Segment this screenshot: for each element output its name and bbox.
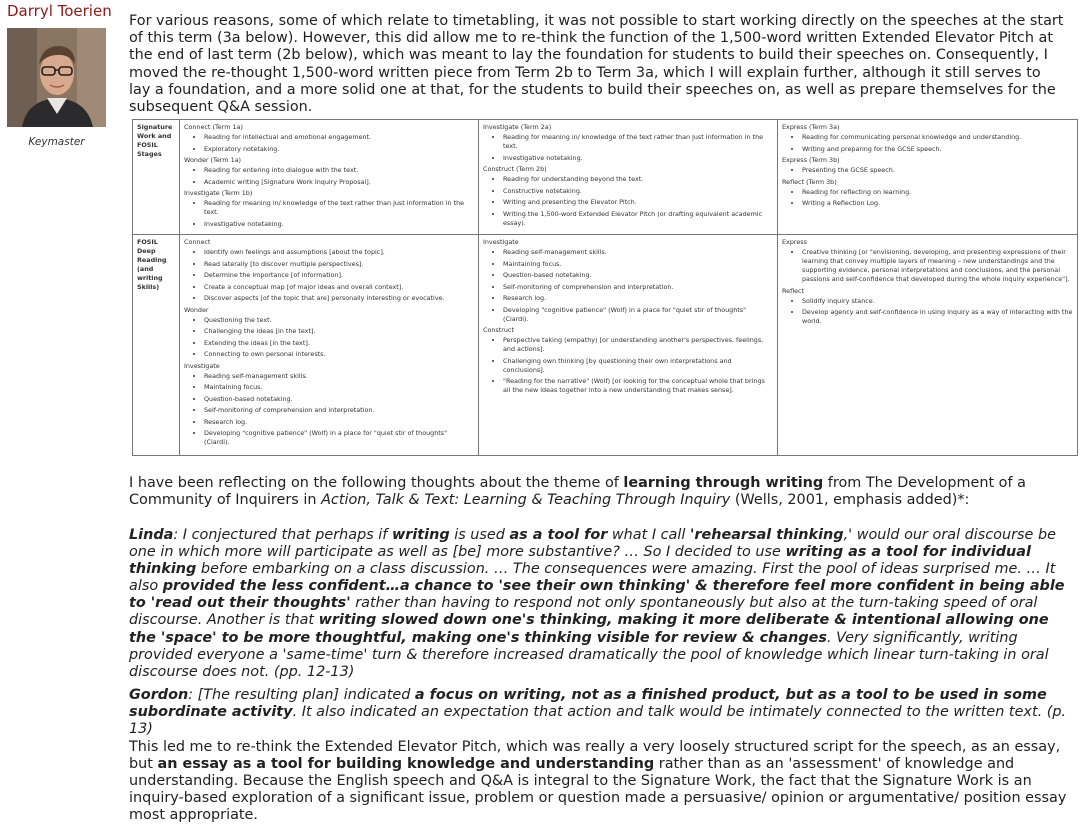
- list-item: • Solidify inquiry stance.: [802, 297, 1073, 306]
- list-item: • Writing and preparing for the GCSE speech.: [802, 145, 1073, 154]
- intro-paragraph: For various reasons, some of which relate to timetabling, it was not possible to start working directly on the speeches at the start of this term (3a below). However, this did allow me to re-think the function of the 1,500-word written Extended Elevator Pitch at the end of last term (2b below), which was meant to lay the foundation for students to build their speeches on. Consequently, I moved the re-thought 1,500-word written piece from Term 2b to Term 3a, which I will explain further, although it still serves to lay a foundation, and a more solid one at that, for the students to build their speeches on, as well as prepare themselves for the subsequent Q&A session.: [129, 13, 1064, 116]
- section-title: Express (Term 3a): [782, 123, 840, 131]
- section-title: Reflect: [782, 286, 805, 295]
- table-cell: [778, 235, 1078, 456]
- closing-paragraph: This led me to re-think the Extended Elevator Pitch, which was really a very loosely structured script for the speech, as an essay, but an essay as a tool for building knowledge and understanding rather than as an 'assessment' of knowledge and understanding. Because the English speech and Q&A is integral to the Signature Work, the fact that the Signature Work is an inquiry-based exploration of a significant issue, problem or question made a persuasive/ opinion or argumentative/ position essay most appropriate.: [129, 739, 1067, 824]
- post-body: [129, 13, 1064, 116]
- list-item: • Developing "cognitive patience" (Wolf) in a place for "quiet stir of thoughts" (Ciardi).: [204, 429, 474, 447]
- speaker-name: Gordon: [129, 687, 189, 703]
- list-item: • "Reading for the narrative" (Wolf) [or looking for the conceptual whole that brings all the new ideas together into a new understanding that makes sense].: [503, 377, 773, 395]
- table-cell: [180, 235, 479, 456]
- stages-table: [132, 119, 1077, 456]
- author-name[interactable]: Darryl Toerien: [7, 2, 112, 20]
- list-item: • Writing and presenting the Elevator Pitch.: [503, 198, 773, 207]
- gordon-quote: Gordon: [The resulting plan] indicated a focus on writing, not as a finished product, but as a tool to be used in some subordinate activity. It also indicated an expectation that action and talk would be intimately connected to the written text. (p. 13): [129, 687, 1067, 738]
- list-item: • Perspective taking (empathy) [or understanding another's perspectives, feelings, and actions].: [503, 336, 773, 354]
- table-row: [133, 235, 1078, 456]
- list-item: • Investigative notetaking.: [503, 154, 773, 163]
- list-item: • Create a conceptual map [of major ideas and overall context].: [204, 283, 474, 292]
- list-item: • Writing a Reflection Log.: [802, 199, 1073, 208]
- list-item: • Develop agency and self-confidence in using inquiry as a way of interacting with the world.: [802, 308, 1073, 326]
- linda-quote: Linda: I conjectured that perhaps if writing is used as a tool for what I call 'rehearsal thinking,' would our oral discourse be one in which more will participate as well as [be] more substantive? … So I decided to use writing as a tool for individual thinking before embarking on a class discussion. … The consequences were amazing. First the pool of ideas surprised me. … It also provided the less confident…a chance to 'see their own thinking' & therefore feel more confident in being able to 'read out their thoughts' rather than having to respond not only spontaneously but also at the turn-taking speed of oral discourse. Another is that writing slowed down one's thinking, making it more deliberate & intentional allowing one the 'space' to be more thoughtful, making one's thinking visible for review & changes. Very significantly, writing provided everyone a 'same-time' turn & therefore increased dramatically the pool of knowledge which linear turn-taking in oral discourse does not. (pp. 12-13): [129, 527, 1065, 680]
- list-item: • Determine the importance [of information].: [204, 271, 474, 280]
- section-title: Investigate: [483, 238, 519, 246]
- table-cell: [180, 120, 479, 235]
- section-title: Investigate (Term 2a): [483, 123, 552, 131]
- list-item: • Investigative notetaking.: [204, 220, 474, 229]
- list-item: • Reading for communicating personal knowledge and understanding.: [802, 133, 1073, 142]
- list-item: • Reading for understanding beyond the text.: [503, 175, 773, 184]
- list-item: • Reading self-management skills.: [503, 248, 773, 257]
- section-title: Connect: [184, 238, 211, 246]
- list-item: • Research log.: [503, 294, 773, 303]
- section-title: Express (Term 3b): [782, 156, 840, 164]
- list-item: • Reading for reflecting on learning.: [802, 188, 1073, 197]
- section-title: Wonder (Term 1a): [184, 156, 242, 164]
- list-item: • Identify own feelings and assumptions [about the topic].: [204, 248, 474, 257]
- avatar: [7, 28, 106, 127]
- section-title: Connect (Term 1a): [184, 123, 243, 131]
- list-item: • Question-based notetaking.: [503, 271, 773, 280]
- table-cell: [479, 235, 778, 456]
- list-item: • Reading for intellectual and emotional engagement.: [204, 133, 474, 142]
- list-item: • Presenting the GCSE speech.: [802, 166, 1073, 175]
- list-item: • Question-based notetaking.: [204, 395, 474, 404]
- list-item: • Challenging the ideas [in the text].: [204, 327, 474, 336]
- list-item: • Read laterally [to discover multiple perspectives].: [204, 260, 474, 269]
- table-cell: [778, 120, 1078, 235]
- list-item: • Reading for meaning in/ knowledge of the text rather than just information in the text.: [204, 199, 474, 217]
- list-item: • Questioning the text.: [204, 316, 474, 325]
- list-item: • Self-monitoring of comprehension and interpretation.: [503, 283, 773, 292]
- list-item: • Maintaining focus.: [204, 383, 474, 392]
- section-title: Investigate (Term 1b): [184, 189, 253, 197]
- section-title: Express: [782, 238, 807, 246]
- list-item: • Reading for meaning in/ knowledge of the text rather than just information in the text.: [503, 133, 773, 151]
- list-item: • Writing the 1,500-word Extended Elevator Pitch (or drafting equivalent academic essay).: [503, 210, 773, 228]
- list-item: • Maintaining focus.: [503, 260, 773, 269]
- section-title: Wonder: [184, 305, 209, 314]
- list-item: • Challenging own thinking [by questioning their own interpretations and conclusions].: [503, 357, 773, 375]
- list-item: • Self-monitoring of comprehension and interpretation.: [204, 406, 474, 415]
- avatar-photo: [7, 28, 106, 127]
- reflecting-paragraph: I have been reflecting on the following thoughts about the theme of learning through writing from The Development of a Community of Inquirers in Action, Talk & Text: Learning & Teaching Through Inquiry (Wells, 2001, emphasis added)*:: [129, 475, 1026, 509]
- list-item: • Creative thinking [or "envisioning, developing, and presenting expressions of their learning that convey multiple layers of meaning – new understandings and the supporting evidence, personal interpretations and conclusions, and the personal passions and self-confidence that developed during the whole inquiry experience"].: [802, 248, 1073, 284]
- list-item: • Extending the ideas [in the text].: [204, 339, 474, 348]
- list-item: • Research log.: [204, 418, 474, 427]
- section-title: Investigate: [184, 361, 220, 370]
- author-role: Keymaster: [28, 136, 85, 148]
- row-header: FOSIL Deep Reading (and writing Skills): [133, 235, 180, 456]
- list-item: • Reading self-management skills.: [204, 372, 474, 381]
- list-item: • Developing "cognitive patience" (Wolf) in a place for "quiet stir of thoughts" (Ciardi).: [503, 306, 773, 324]
- section-title: Reflect (Term 3b): [782, 177, 837, 186]
- list-item: • Discover aspects [of the topic that are] personally interesting or evocative.: [204, 294, 474, 303]
- section-title: Construct: [483, 326, 514, 334]
- list-item: • Academic writing [Signature Work Inquiry Proposal].: [204, 178, 474, 187]
- list-item: • Connecting to own personal interests.: [204, 350, 474, 359]
- table-cell: [479, 120, 778, 235]
- section-title: Construct (Term 2b): [483, 165, 547, 173]
- list-item: • Constructive notetaking.: [503, 187, 773, 196]
- row-header: Signature Work and FOSIL Stages: [133, 120, 180, 235]
- list-item: • Reading for entering into dialogue with the text.: [204, 166, 474, 175]
- speaker-name: Linda: [129, 527, 174, 543]
- list-item: • Exploratory notetaking.: [204, 145, 474, 154]
- table-row: [133, 120, 1078, 235]
